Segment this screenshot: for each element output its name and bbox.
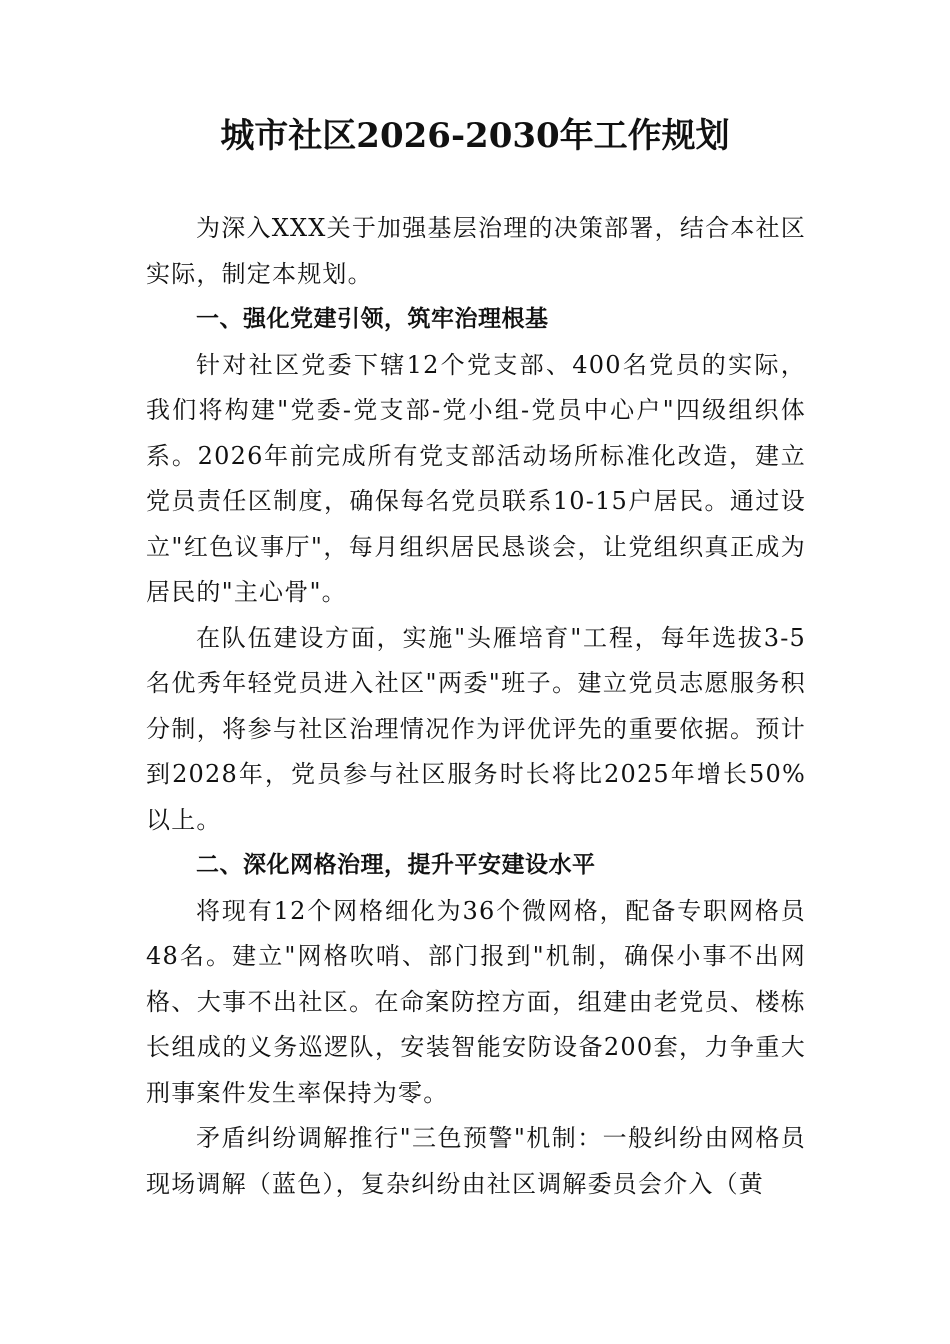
section2-paragraph: 将现有12个网格细化为36个微网格，配备专职网格员48名。建立"网格吹哨、部门报到"机制，确保小事不出网格、大事不出社区。在命案防控方面，组建由老党员、楼栋长组成的义务巡逻队，安装智能安防设备200套，力争重大刑事案件发生率保持为零。 xyxy=(146,896,806,1107)
section-heading-party-building: 一、强化党建引领，筑牢治理根基 xyxy=(196,306,549,332)
intro-paragraph: 为深入XXX关于加强基层治理的决策部署，结合本社区实际，制定本规划。 xyxy=(146,214,806,288)
document-title: 城市社区2026-2030年工作规划 xyxy=(220,116,730,156)
document-body xyxy=(146,206,806,1207)
section1-paragraph: 针对社区党委下辖12个党支部、400名党员的实际，我们将构建"党委-党支部-党小组-党员中心户"四级组织体系。2026年前完成所有党支部活动场所标准化改造，建立党员责任区制度，确保每名党员联系10-15户居民。通过设立"红色议事厅"，每月组织居民恳谈会，让党组织真正成为居民的"主心骨"。 xyxy=(146,350,806,606)
section1-paragraph: 在队伍建设方面，实施"头雁培育"工程，每年选拔3-5名优秀年轻党员进入社区"两委"班子。建立党员志愿服务积分制，将参与社区治理情况作为评优评先的重要依据。预计到2028年，党员参与社区服务时长将比2025年增长50%以上。 xyxy=(146,623,806,834)
section-heading-grid-governance: 二、深化网格治理，提升平安建设水平 xyxy=(196,852,596,878)
section2-paragraph: 矛盾纠纷调解推行"三色预警"机制：一般纠纷由网格员现场调解（蓝色），复杂纠纷由社区调解委员会介入（黄 xyxy=(146,1124,806,1198)
